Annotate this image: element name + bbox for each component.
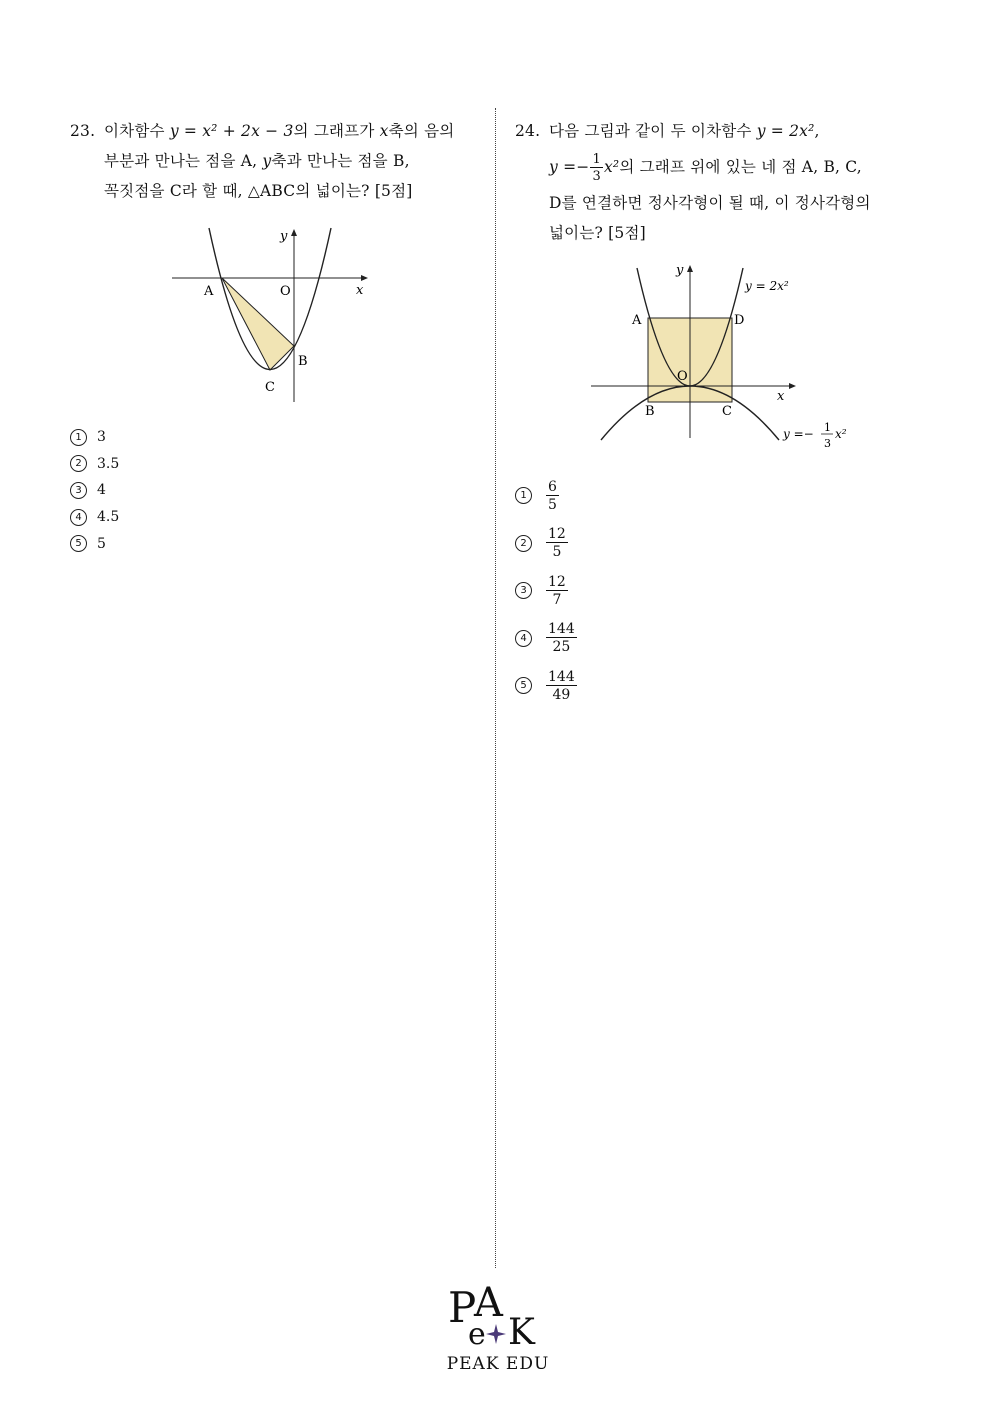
q24-curve-label-2-num: 1	[824, 421, 831, 434]
q24-fraction	[590, 153, 602, 183]
q24-choice-1-den: 5	[548, 496, 557, 513]
q24-line-4: 넓이는? [5점]	[549, 224, 646, 242]
q24-equation-2: y =−	[549, 158, 590, 176]
q23-y-arrow	[291, 229, 297, 236]
q24-choice-4-den: 25	[552, 639, 571, 656]
q24-choice-5-num: 144	[548, 668, 575, 685]
choice-number-icon: 2	[515, 535, 532, 552]
q23-x-arrow	[361, 275, 368, 281]
q24-x-arrow	[789, 383, 796, 389]
peak-logo-mark	[446, 1278, 550, 1348]
choice-number-icon: 1	[515, 487, 532, 504]
q23-label-a: A	[204, 284, 214, 299]
q24-label-b: B	[645, 404, 655, 419]
q24-curve-label-2-post: x²	[835, 427, 847, 441]
logo-letter-e: e	[468, 1317, 486, 1348]
q24-fraction-den: 3	[592, 169, 601, 184]
peak-edu-logo	[446, 1278, 550, 1374]
q24-choice-2-num: 12	[548, 526, 566, 543]
q24-choice-2[interactable]	[515, 520, 715, 568]
q23-choice-1[interactable]	[70, 424, 270, 451]
q24-choice-2-fraction	[546, 527, 568, 559]
q23-text-1: 이차함수	[104, 122, 170, 140]
q24-text-2: ,	[814, 122, 820, 140]
q24-choice-5-fraction	[546, 670, 577, 702]
q24-number: 24.	[515, 122, 541, 140]
q23-choice-2[interactable]	[70, 451, 270, 478]
q23-figure	[168, 224, 398, 424]
q24-curve-label-2-pre: y =−	[783, 427, 814, 441]
q24-label-x: x	[777, 389, 785, 404]
q23-text-3: 축의 음의	[388, 122, 455, 140]
q24-choice-2-den: 5	[552, 544, 562, 561]
logo-letter-k: K	[508, 1312, 535, 1348]
q24-choice-3-fraction	[546, 575, 568, 607]
q23-label-c: C	[265, 380, 275, 395]
star-icon	[486, 1324, 506, 1344]
q24-label-d: D	[734, 313, 745, 328]
choice-number-icon: 4	[70, 509, 87, 526]
q23-equation: y = x² + 2x − 3	[169, 122, 294, 140]
choice-number-icon: 1	[70, 429, 87, 446]
q24-choice-1-num: 6	[548, 478, 557, 495]
q24-choice-5[interactable]	[515, 662, 715, 710]
q23-label-y: y	[280, 229, 288, 244]
choice-number-icon: 4	[515, 630, 532, 647]
column-divider	[495, 108, 496, 1268]
q24-choice-1[interactable]	[515, 472, 715, 520]
q24-fraction-num: 1	[592, 152, 601, 167]
q23-text-2: 의 그래프가	[293, 122, 380, 140]
question-23	[70, 116, 470, 552]
q24-curve-label-2-den: 3	[824, 437, 831, 450]
q24-choice-3[interactable]	[515, 567, 715, 615]
q23-text-4: 부분과 만나는 점을 A,	[104, 152, 263, 170]
choice-number-icon: 3	[515, 582, 532, 599]
q24-equation-x: x²	[603, 158, 620, 176]
logo-letter-p: P	[448, 1283, 477, 1332]
q24-choice-1-fraction	[546, 480, 559, 512]
q24-choice-4[interactable]	[515, 615, 715, 663]
q24-text-3: 의 그래프 위에 있는 네 점 A, B, C,	[619, 158, 862, 176]
q23-choice-4[interactable]	[70, 504, 270, 531]
q24-line-2	[515, 146, 915, 188]
q23-choice-4-text: 4.5	[97, 509, 120, 526]
question-24	[515, 116, 915, 703]
choice-number-icon: 3	[70, 482, 87, 499]
q24-line-1	[515, 116, 915, 146]
q24-choice-3-den: 7	[552, 591, 562, 608]
q23-line-2	[70, 146, 470, 176]
q23-text-5: 축과 만나는 점을 B,	[271, 152, 410, 170]
q24-line-3: D를 연결하면 정사각형이 될 때, 이 정사각형의	[549, 194, 871, 212]
q24-curve-label-1: y = 2x²	[745, 279, 789, 293]
q24-label-y: y	[676, 263, 684, 278]
q24-choices	[515, 472, 715, 710]
q23-axis-x: x	[379, 122, 389, 140]
choice-number-icon: 5	[70, 535, 87, 552]
q24-choice-4-fraction	[546, 622, 577, 654]
choice-number-icon: 5	[515, 677, 532, 694]
q24-y-arrow	[687, 265, 693, 272]
q24-label-a: A	[632, 313, 642, 328]
q23-label-o: O	[280, 284, 291, 299]
q24-figure	[585, 260, 945, 460]
q24-equation-1: y = 2x²	[756, 122, 815, 140]
q23-axis-y: y	[262, 152, 272, 170]
q23-choice-1-text: 3	[97, 429, 106, 446]
q23-choice-3[interactable]	[70, 477, 270, 504]
logo-text: PEAK EDU	[446, 1354, 550, 1374]
q23-choice-5-text: 5	[97, 535, 106, 552]
q23-choice-3-text: 4	[97, 482, 106, 499]
q23-choice-5[interactable]	[70, 530, 270, 557]
q24-choice-5-den: 49	[552, 686, 571, 703]
q23-line-3: 꼭짓점을 C라 할 때, △ABC의 넓이는? [5점]	[104, 182, 413, 200]
q23-label-b: B	[298, 354, 308, 369]
q24-label-c: C	[722, 404, 732, 419]
q24-choice-4-num: 144	[548, 621, 575, 638]
q23-number: 23.	[70, 122, 96, 140]
q23-choices	[70, 424, 270, 557]
q23-label-x: x	[356, 283, 364, 298]
q24-text-1: 다음 그림과 같이 두 이차함수	[549, 122, 757, 140]
q23-line-1	[70, 116, 470, 146]
logo-letter-a: A	[474, 1280, 503, 1326]
q24-choice-3-num: 12	[548, 573, 566, 590]
choice-number-icon: 2	[70, 455, 87, 472]
q24-label-o: O	[677, 369, 688, 384]
q23-choice-2-text: 3.5	[97, 455, 120, 472]
